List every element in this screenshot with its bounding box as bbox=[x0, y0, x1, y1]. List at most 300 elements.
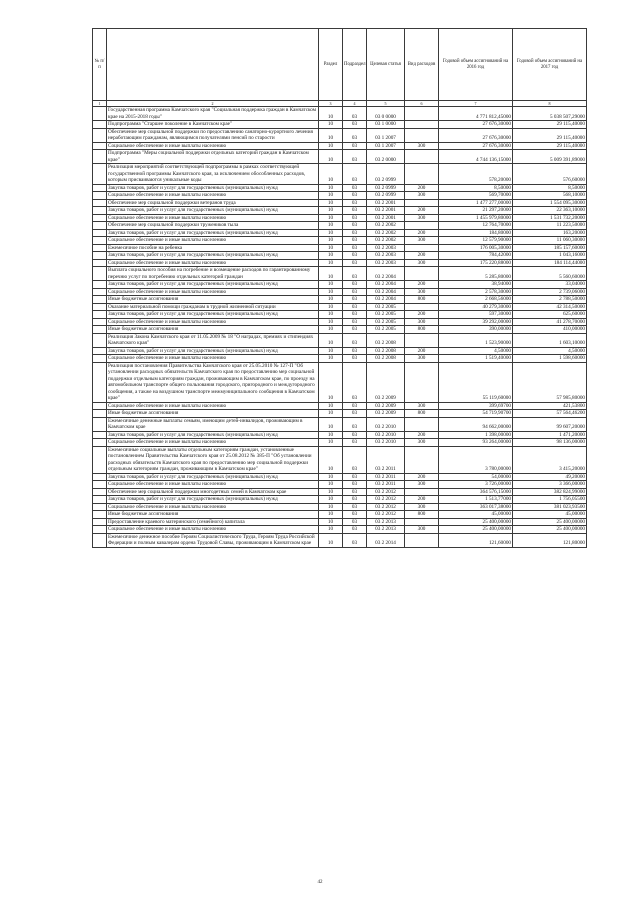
row-target-article-cell: 03 1 2007 bbox=[367, 128, 405, 142]
row-razdel-cell: 10 bbox=[319, 259, 343, 267]
row-amount-2016-cell: 176 005,30000 bbox=[439, 244, 513, 252]
row-name-cell: Социальное обеспечение и иные выплаты населению bbox=[107, 192, 319, 200]
row-target-article-cell: 03 2 2010 bbox=[367, 417, 405, 431]
row-name-cell: Закупка товаров, работ и услуг для государственных (муниципальных) нужд bbox=[107, 281, 319, 289]
row-amount-2016-cell: 27 676,30000 bbox=[439, 121, 513, 129]
row-name-cell: Социальное обеспечение и иные выплаты населению bbox=[107, 142, 319, 150]
row-name-cell: Реализация мероприятий соответствующей подпрограммы в рамках соответствующей государственной программы Камчатского края, за исключением обособленных расходов, которым присваиваются уникальные коды bbox=[107, 164, 319, 185]
table-row bbox=[93, 481, 587, 489]
row-razdel-cell: 10 bbox=[319, 402, 343, 410]
row-expense-type-cell bbox=[405, 267, 439, 281]
row-number-cell bbox=[93, 496, 107, 504]
row-number-cell bbox=[93, 107, 107, 121]
row-podrazdel-cell: 03 bbox=[343, 184, 367, 192]
row-name-cell: Ежемесячные денежные выплаты семьям, имеющим детей-инвалидов, проживающим в Камчатском крае bbox=[107, 417, 319, 431]
row-amount-2016-cell: 27 676,30000 bbox=[439, 142, 513, 150]
row-amount-2017-cell: 33,04000 bbox=[513, 281, 587, 289]
row-name-cell: Обеспечение мер социальной поддержки по предоставлению санаторно-курортного лечения неработающим гражданам, являющимся получателями пенсий по старости bbox=[107, 128, 319, 142]
row-amount-2017-cell: 4,50000 bbox=[513, 347, 587, 355]
row-amount-2017-cell: 5 560,60000 bbox=[513, 267, 587, 281]
table-row bbox=[93, 303, 587, 311]
table-row bbox=[93, 199, 587, 207]
row-target-article-cell: 03 2 2009 bbox=[367, 410, 405, 418]
row-podrazdel-cell: 03 bbox=[343, 259, 367, 267]
row-amount-2017-cell: 2 739,06000 bbox=[513, 288, 587, 296]
row-amount-2017-cell: 1 471,20000 bbox=[513, 431, 587, 439]
row-expense-type-cell bbox=[405, 518, 439, 526]
row-razdel-cell: 10 bbox=[319, 128, 343, 142]
row-name-cell: Социальное обеспечение и иные выплаты населению bbox=[107, 318, 319, 326]
row-podrazdel-cell: 03 bbox=[343, 446, 367, 473]
row-amount-2016-cell: 1 513,77000 bbox=[439, 496, 513, 504]
table-row bbox=[93, 128, 587, 142]
row-amount-2017-cell: 25 400,00000 bbox=[513, 526, 587, 534]
row-razdel-cell: 10 bbox=[319, 107, 343, 121]
row-target-article-cell: 03 2 2010 bbox=[367, 439, 405, 447]
row-name-cell: Закупка товаров, работ и услуг для государственных (муниципальных) нужд bbox=[107, 311, 319, 319]
row-name-cell: Закупка товаров, работ и услуг для государственных (муниципальных) нужд bbox=[107, 431, 319, 439]
row-number-cell bbox=[93, 410, 107, 418]
row-expense-type-cell: 300 bbox=[405, 355, 439, 363]
row-target-article-cell: 03 2 2003 bbox=[367, 252, 405, 260]
row-target-article-cell: 03 2 2003 bbox=[367, 244, 405, 252]
row-target-article-cell: 03 2 2004 bbox=[367, 296, 405, 304]
row-razdel-cell: 10 bbox=[319, 347, 343, 355]
row-expense-type-cell bbox=[405, 199, 439, 207]
row-podrazdel-cell: 03 bbox=[343, 402, 367, 410]
row-name-cell: Социальное обеспечение и иные выплаты населению bbox=[107, 259, 319, 267]
row-target-article-cell: 03 1 0000 bbox=[367, 121, 405, 129]
row-razdel-cell: 10 bbox=[319, 303, 343, 311]
row-amount-2017-cell: 25 400,00000 bbox=[513, 518, 587, 526]
row-podrazdel-cell: 03 bbox=[343, 121, 367, 129]
row-razdel-cell: 10 bbox=[319, 142, 343, 150]
row-target-article-cell: 03 0 0000 bbox=[367, 107, 405, 121]
row-expense-type-cell bbox=[405, 488, 439, 496]
row-target-article-cell: 03 2 2005 bbox=[367, 311, 405, 319]
row-podrazdel-cell: 03 bbox=[343, 288, 367, 296]
row-number-cell bbox=[93, 121, 107, 129]
table-row bbox=[93, 439, 587, 447]
row-expense-type-cell: 800 bbox=[405, 326, 439, 334]
row-amount-2017-cell: 98 136,00000 bbox=[513, 439, 587, 447]
row-amount-2016-cell: 578,20000 bbox=[439, 164, 513, 185]
row-razdel-cell: 10 bbox=[319, 446, 343, 473]
row-number-cell bbox=[93, 199, 107, 207]
table-body bbox=[93, 107, 587, 548]
row-razdel-cell: 10 bbox=[319, 150, 343, 164]
row-name-cell: Социальное обеспечение и иные выплаты населению bbox=[107, 526, 319, 534]
row-number-cell bbox=[93, 229, 107, 237]
row-expense-type-cell bbox=[405, 362, 439, 402]
row-target-article-cell: 03 2 0999 bbox=[367, 192, 405, 200]
row-podrazdel-cell: 03 bbox=[343, 473, 367, 481]
row-number-cell bbox=[93, 237, 107, 245]
row-number-cell bbox=[93, 326, 107, 334]
row-amount-2016-cell: 5 285,80000 bbox=[439, 267, 513, 281]
row-podrazdel-cell: 03 bbox=[343, 326, 367, 334]
row-podrazdel-cell: 03 bbox=[343, 192, 367, 200]
row-name-cell: Иные бюджетные ассигнования bbox=[107, 511, 319, 519]
row-podrazdel-cell: 03 bbox=[343, 511, 367, 519]
row-name-cell: Выплата социального пособия на погребение и возмещение расходов по гарантированному перечню услуг по погребению отдельных категорий граждан bbox=[107, 267, 319, 281]
row-amount-2017-cell: 11 223,50000 bbox=[513, 222, 587, 230]
row-name-cell: Закупка товаров, работ и услуг для государственных (муниципальных) нужд bbox=[107, 207, 319, 215]
row-podrazdel-cell: 03 bbox=[343, 142, 367, 150]
row-amount-2016-cell: 3 726,00000 bbox=[439, 481, 513, 489]
row-razdel-cell: 10 bbox=[319, 164, 343, 185]
row-podrazdel-cell: 03 bbox=[343, 150, 367, 164]
table-row bbox=[93, 252, 587, 260]
row-razdel-cell: 10 bbox=[319, 333, 343, 347]
row-number-cell bbox=[93, 333, 107, 347]
row-podrazdel-cell: 03 bbox=[343, 164, 367, 185]
row-target-article-cell: 03 2 2002 bbox=[367, 237, 405, 245]
row-number-cell bbox=[93, 488, 107, 496]
row-number-cell bbox=[93, 207, 107, 215]
table-row bbox=[93, 473, 587, 481]
row-razdel-cell: 10 bbox=[319, 281, 343, 289]
table-row bbox=[93, 259, 587, 267]
row-name-cell: Подпрограмма "Меры социальной поддержки отдельных категорий граждан в Камчатском крае" bbox=[107, 150, 319, 164]
row-podrazdel-cell: 03 bbox=[343, 222, 367, 230]
row-amount-2017-cell: 576,60000 bbox=[513, 164, 587, 185]
row-amount-2017-cell: 29 115,40000 bbox=[513, 121, 587, 129]
row-amount-2017-cell: 1 531 732,20000 bbox=[513, 214, 587, 222]
row-podrazdel-cell: 03 bbox=[343, 199, 367, 207]
row-target-article-cell: 03 2 2008 bbox=[367, 333, 405, 347]
row-podrazdel-cell: 03 bbox=[343, 303, 367, 311]
header-razdel: Раздел bbox=[319, 29, 343, 101]
table-row bbox=[93, 488, 587, 496]
row-target-article-cell: 03 2 2012 bbox=[367, 511, 405, 519]
row-number-cell bbox=[93, 533, 107, 547]
row-target-article-cell: 03 2 2005 bbox=[367, 303, 405, 311]
row-number-cell bbox=[93, 184, 107, 192]
row-podrazdel-cell: 03 bbox=[343, 439, 367, 447]
row-name-cell: Социальное обеспечение и иные выплаты населению bbox=[107, 214, 319, 222]
row-podrazdel-cell: 03 bbox=[343, 128, 367, 142]
row-number-cell bbox=[93, 252, 107, 260]
row-number-cell bbox=[93, 214, 107, 222]
header-expense-type: Вид расходов bbox=[405, 29, 439, 101]
row-name-cell: Подпрограмма "Старшее поколение в Камчатском крае" bbox=[107, 121, 319, 129]
row-amount-2016-cell: 121,60000 bbox=[439, 533, 513, 547]
row-name-cell: Иные бюджетные ассигнования bbox=[107, 326, 319, 334]
row-razdel-cell: 10 bbox=[319, 318, 343, 326]
row-expense-type-cell: 300 bbox=[405, 503, 439, 511]
row-target-article-cell: 03 2 2001 bbox=[367, 207, 405, 215]
table-row bbox=[93, 410, 587, 418]
row-target-article-cell: 03 2 2001 bbox=[367, 199, 405, 207]
table-row bbox=[93, 296, 587, 304]
row-amount-2017-cell: 49,20000 bbox=[513, 473, 587, 481]
row-amount-2016-cell: 39 292,00000 bbox=[439, 318, 513, 326]
row-amount-2016-cell: 38,94000 bbox=[439, 281, 513, 289]
row-target-article-cell: 03 2 2004 bbox=[367, 281, 405, 289]
row-number-cell bbox=[93, 503, 107, 511]
table-row bbox=[93, 446, 587, 473]
row-number-cell bbox=[93, 303, 107, 311]
row-number-cell bbox=[93, 267, 107, 281]
row-razdel-cell: 10 bbox=[319, 244, 343, 252]
row-target-article-cell: 03 2 0999 bbox=[367, 164, 405, 185]
row-razdel-cell: 10 bbox=[319, 252, 343, 260]
row-number-cell bbox=[93, 281, 107, 289]
row-number-cell bbox=[93, 362, 107, 402]
row-podrazdel-cell: 03 bbox=[343, 333, 367, 347]
row-target-article-cell: 03 2 2009 bbox=[367, 362, 405, 402]
row-podrazdel-cell: 03 bbox=[343, 229, 367, 237]
row-expense-type-cell: 200 bbox=[405, 496, 439, 504]
column-number: 7 bbox=[439, 101, 513, 107]
row-amount-2016-cell: 1 477 277,00000 bbox=[439, 199, 513, 207]
row-amount-2017-cell: 99 607,20000 bbox=[513, 417, 587, 431]
row-podrazdel-cell: 03 bbox=[343, 107, 367, 121]
column-number: 5 bbox=[367, 101, 405, 107]
table-row bbox=[93, 288, 587, 296]
row-amount-2017-cell: 1 598,60000 bbox=[513, 355, 587, 363]
row-expense-type-cell: 300 bbox=[405, 259, 439, 267]
table-row bbox=[93, 244, 587, 252]
row-razdel-cell: 10 bbox=[319, 481, 343, 489]
row-amount-2016-cell: 40 279,30000 bbox=[439, 303, 513, 311]
table-row bbox=[93, 237, 587, 245]
row-expense-type-cell bbox=[405, 533, 439, 547]
row-expense-type-cell bbox=[405, 333, 439, 347]
row-amount-2016-cell: 2 668,56000 bbox=[439, 296, 513, 304]
row-razdel-cell: 10 bbox=[319, 222, 343, 230]
row-name-cell: Закупка товаров, работ и услуг для государственных (муниципальных) нужд bbox=[107, 347, 319, 355]
row-podrazdel-cell: 03 bbox=[343, 417, 367, 431]
row-podrazdel-cell: 03 bbox=[343, 431, 367, 439]
row-amount-2016-cell: 175 220,88000 bbox=[439, 259, 513, 267]
row-amount-2016-cell: 54 719,90700 bbox=[439, 410, 513, 418]
row-number-cell bbox=[93, 192, 107, 200]
row-expense-type-cell bbox=[405, 164, 439, 185]
row-number-cell bbox=[93, 164, 107, 185]
table-row bbox=[93, 347, 587, 355]
row-podrazdel-cell: 03 bbox=[343, 252, 367, 260]
row-name-cell: Закупка товаров, работ и услуг для государственных (муниципальных) нужд bbox=[107, 473, 319, 481]
row-podrazdel-cell: 03 bbox=[343, 503, 367, 511]
row-expense-type-cell: 300 bbox=[405, 192, 439, 200]
row-amount-2016-cell: 4 744 136,15000 bbox=[439, 150, 513, 164]
row-target-article-cell: 03 2 2002 bbox=[367, 229, 405, 237]
row-expense-type-cell bbox=[405, 222, 439, 230]
row-amount-2016-cell: 94 662,00000 bbox=[439, 417, 513, 431]
row-amount-2017-cell: 11 060,30000 bbox=[513, 237, 587, 245]
row-target-article-cell: 03 2 2005 bbox=[367, 318, 405, 326]
table-row bbox=[93, 333, 587, 347]
column-number: 6 bbox=[405, 101, 439, 107]
row-amount-2016-cell: 4 771 812,45000 bbox=[439, 107, 513, 121]
table-row bbox=[93, 150, 587, 164]
table-row bbox=[93, 496, 587, 504]
row-target-article-cell: 03 2 2001 bbox=[367, 214, 405, 222]
row-podrazdel-cell: 03 bbox=[343, 267, 367, 281]
row-podrazdel-cell: 03 bbox=[343, 311, 367, 319]
row-expense-type-cell bbox=[405, 303, 439, 311]
row-amount-2016-cell: 2 578,30000 bbox=[439, 288, 513, 296]
row-amount-2017-cell: 185 157,60000 bbox=[513, 244, 587, 252]
row-razdel-cell: 10 bbox=[319, 214, 343, 222]
column-number: 4 bbox=[343, 101, 367, 107]
table-row bbox=[93, 107, 587, 121]
row-amount-2017-cell: 5 038 507,29000 bbox=[513, 107, 587, 121]
row-expense-type-cell: 200 bbox=[405, 184, 439, 192]
row-amount-2017-cell: 1 554 095,30000 bbox=[513, 199, 587, 207]
row-razdel-cell: 10 bbox=[319, 417, 343, 431]
table-row bbox=[93, 192, 587, 200]
row-expense-type-cell: 200 bbox=[405, 311, 439, 319]
row-razdel-cell: 10 bbox=[319, 267, 343, 281]
row-podrazdel-cell: 03 bbox=[343, 318, 367, 326]
row-podrazdel-cell: 03 bbox=[343, 355, 367, 363]
row-amount-2017-cell: 410,00000 bbox=[513, 326, 587, 334]
row-amount-2017-cell: 121,80000 bbox=[513, 533, 587, 547]
row-expense-type-cell: 300 bbox=[405, 318, 439, 326]
table-row bbox=[93, 229, 587, 237]
row-number-cell bbox=[93, 142, 107, 150]
row-razdel-cell: 10 bbox=[319, 192, 343, 200]
row-expense-type-cell: 300 bbox=[405, 237, 439, 245]
row-amount-2017-cell: 382 824,99000 bbox=[513, 488, 587, 496]
table-row bbox=[93, 402, 587, 410]
row-podrazdel-cell: 03 bbox=[343, 518, 367, 526]
row-target-article-cell: 03 2 2004 bbox=[367, 288, 405, 296]
row-razdel-cell: 10 bbox=[319, 121, 343, 129]
row-razdel-cell: 10 bbox=[319, 311, 343, 319]
header-2016: Годовой объем ассигнований на 2016 год bbox=[439, 29, 513, 101]
row-razdel-cell: 10 bbox=[319, 410, 343, 418]
row-number-cell bbox=[93, 511, 107, 519]
row-razdel-cell: 10 bbox=[319, 533, 343, 547]
row-amount-2016-cell: 364 576,15000 bbox=[439, 488, 513, 496]
row-expense-type-cell: 800 bbox=[405, 296, 439, 304]
row-name-cell: Ежемесячное пособие на ребенка bbox=[107, 244, 319, 252]
row-amount-2016-cell: 21 297,20000 bbox=[439, 207, 513, 215]
row-expense-type-cell: 800 bbox=[405, 511, 439, 519]
row-amount-2016-cell: 8,50000 bbox=[439, 184, 513, 192]
row-number-cell bbox=[93, 296, 107, 304]
budget-table bbox=[92, 28, 587, 548]
column-number: 1 bbox=[93, 101, 107, 107]
row-target-article-cell: 03 2 2011 bbox=[367, 473, 405, 481]
row-razdel-cell: 10 bbox=[319, 362, 343, 402]
row-razdel-cell: 10 bbox=[319, 296, 343, 304]
row-podrazdel-cell: 03 bbox=[343, 526, 367, 534]
row-amount-2016-cell: 390,00000 bbox=[439, 326, 513, 334]
table-row bbox=[93, 533, 587, 547]
row-podrazdel-cell: 03 bbox=[343, 533, 367, 547]
row-podrazdel-cell: 03 bbox=[343, 496, 367, 504]
row-amount-2017-cell: 421,53800 bbox=[513, 402, 587, 410]
row-razdel-cell: 10 bbox=[319, 199, 343, 207]
row-number-cell bbox=[93, 288, 107, 296]
row-expense-type-cell: 200 bbox=[405, 281, 439, 289]
table-row bbox=[93, 142, 587, 150]
row-number-cell bbox=[93, 150, 107, 164]
row-target-article-cell: 03 2 2013 bbox=[367, 518, 405, 526]
row-target-article-cell: 03 2 2012 bbox=[367, 503, 405, 511]
row-amount-2017-cell: 568,10000 bbox=[513, 192, 587, 200]
row-expense-type-cell: 800 bbox=[405, 410, 439, 418]
row-amount-2017-cell: 381 023,93500 bbox=[513, 503, 587, 511]
table-row bbox=[93, 281, 587, 289]
row-amount-2017-cell: 29 115,40000 bbox=[513, 142, 587, 150]
row-number-cell bbox=[93, 518, 107, 526]
row-number-cell bbox=[93, 417, 107, 431]
header-name bbox=[107, 29, 319, 101]
row-expense-type-cell: 200 bbox=[405, 473, 439, 481]
row-number-cell bbox=[93, 318, 107, 326]
row-amount-2016-cell: 184,80000 bbox=[439, 229, 513, 237]
row-razdel-cell: 10 bbox=[319, 496, 343, 504]
table-row bbox=[93, 318, 587, 326]
row-name-cell: Иные бюджетные ассигнования bbox=[107, 296, 319, 304]
row-number-cell bbox=[93, 347, 107, 355]
row-target-article-cell: 03 2 2004 bbox=[367, 267, 405, 281]
row-number-cell bbox=[93, 222, 107, 230]
row-amount-2017-cell: 45,00000 bbox=[513, 511, 587, 519]
row-amount-2016-cell: 54,00000 bbox=[439, 473, 513, 481]
row-amount-2016-cell: 25 400,00000 bbox=[439, 518, 513, 526]
header-target-article: Целевая статья bbox=[367, 29, 405, 101]
row-target-article-cell: 03 2 2012 bbox=[367, 496, 405, 504]
row-name-cell: Обеспечение мер социальной поддержки тружеников тыла bbox=[107, 222, 319, 230]
row-amount-2016-cell: 12 579,90000 bbox=[439, 237, 513, 245]
row-expense-type-cell: 300 bbox=[405, 142, 439, 150]
row-amount-2016-cell: 4,50000 bbox=[439, 347, 513, 355]
row-amount-2017-cell: 3 415,20000 bbox=[513, 446, 587, 473]
row-amount-2017-cell: 1 756,05500 bbox=[513, 496, 587, 504]
row-razdel-cell: 10 bbox=[319, 355, 343, 363]
row-podrazdel-cell: 03 bbox=[343, 214, 367, 222]
row-name-cell: Государственная программа Камчатского края "Социальная поддержка граждан в Камчатском крае на 2015-2018 годы" bbox=[107, 107, 319, 121]
row-number-cell bbox=[93, 431, 107, 439]
table-row bbox=[93, 121, 587, 129]
row-amount-2017-cell: 57 985,80000 bbox=[513, 362, 587, 402]
row-razdel-cell: 10 bbox=[319, 473, 343, 481]
row-podrazdel-cell: 03 bbox=[343, 296, 367, 304]
header-no: № п/п bbox=[93, 29, 107, 101]
column-number: 3 bbox=[319, 101, 343, 107]
table-row bbox=[93, 355, 587, 363]
table-row bbox=[93, 326, 587, 334]
row-amount-2016-cell: 1 398,00000 bbox=[439, 431, 513, 439]
row-razdel-cell: 10 bbox=[319, 518, 343, 526]
row-name-cell: Предоставление краевого материнского (семейного) капитала bbox=[107, 518, 319, 526]
row-razdel-cell: 10 bbox=[319, 526, 343, 534]
row-target-article-cell: 03 2 0000 bbox=[367, 150, 405, 164]
row-amount-2016-cell: 25 400,00000 bbox=[439, 526, 513, 534]
row-name-cell: Реализация Закона Камчатского края от 11.05.2009 № 18 "О наградах, премиях и стипендиях Камчатского края" bbox=[107, 333, 319, 347]
row-razdel-cell: 10 bbox=[319, 488, 343, 496]
table-row bbox=[93, 184, 587, 192]
row-amount-2016-cell: 597,30000 bbox=[439, 311, 513, 319]
row-name-cell: Социальное обеспечение и иные выплаты населению bbox=[107, 355, 319, 363]
row-target-article-cell: 03 1 2007 bbox=[367, 142, 405, 150]
row-amount-2016-cell: 1 455 979,80000 bbox=[439, 214, 513, 222]
row-expense-type-cell bbox=[405, 150, 439, 164]
header-2017: Годовой объем ассигнований на 2017 год bbox=[513, 29, 587, 101]
row-number-cell bbox=[93, 446, 107, 473]
row-expense-type-cell: 200 bbox=[405, 431, 439, 439]
row-amount-2016-cell: 1 523,90000 bbox=[439, 333, 513, 347]
table-row bbox=[93, 311, 587, 319]
row-razdel-cell: 10 bbox=[319, 288, 343, 296]
